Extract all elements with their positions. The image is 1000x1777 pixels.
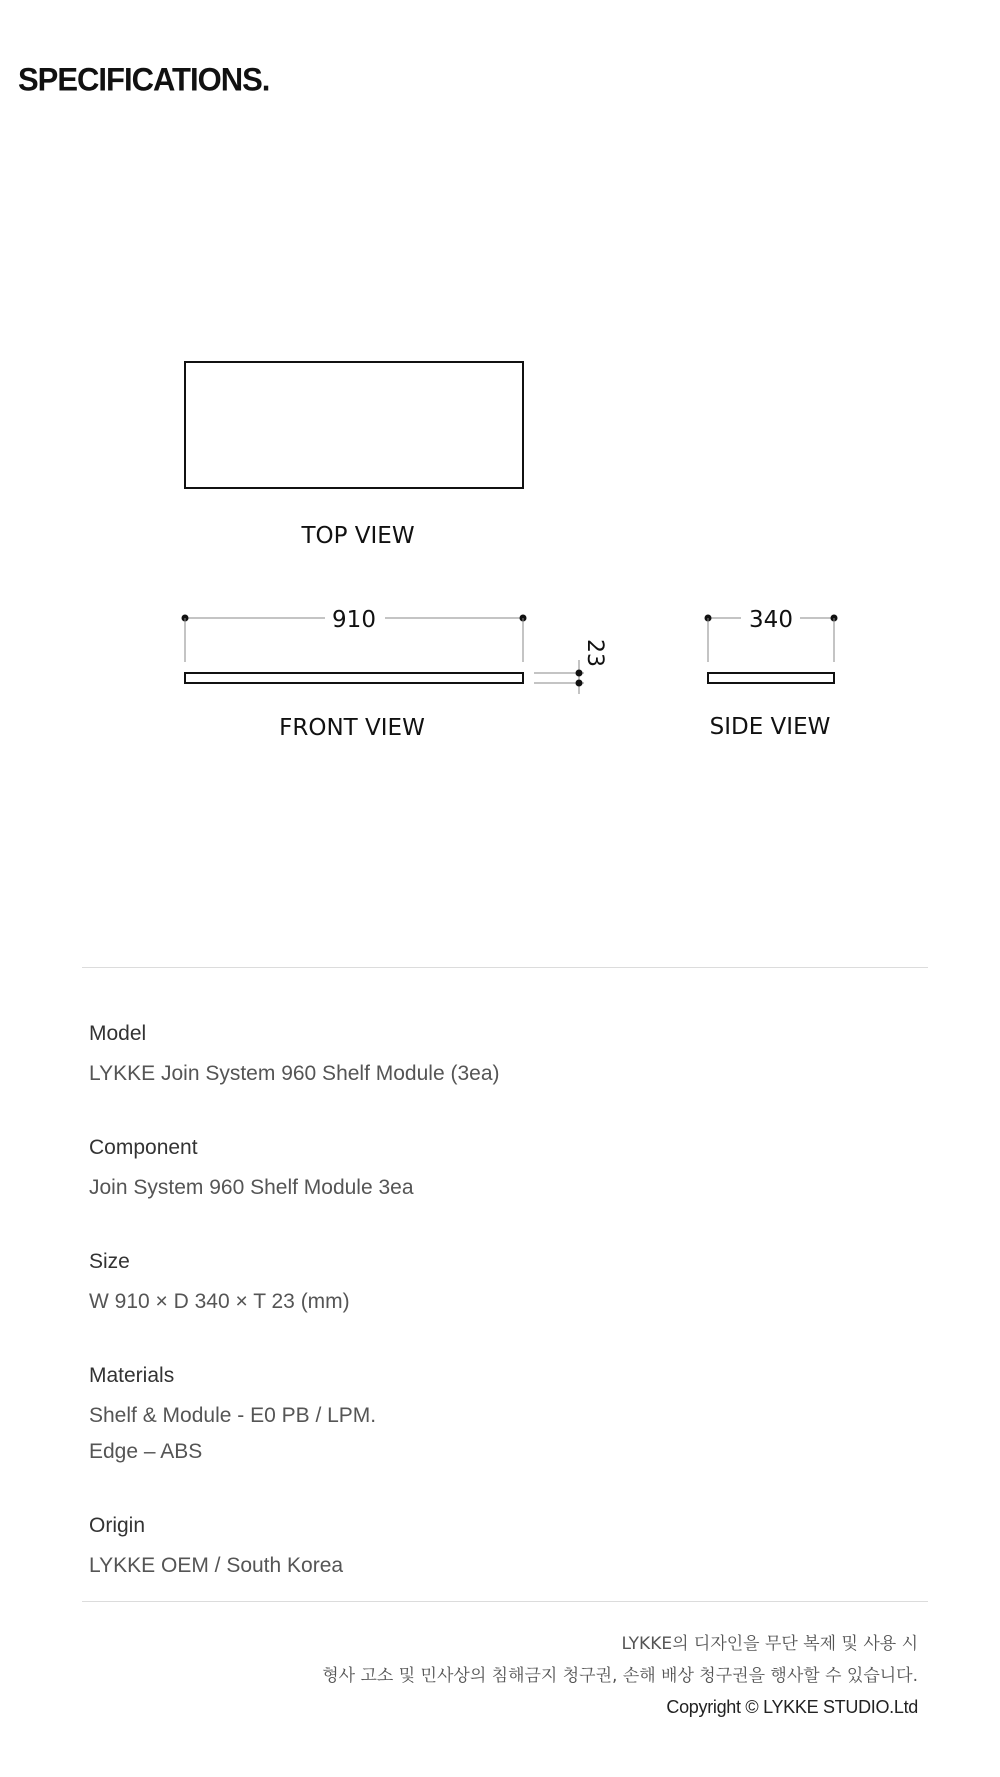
spec-value: LYKKE OEM / South Korea bbox=[89, 1554, 344, 1577]
side-view-outline bbox=[708, 673, 834, 683]
spec-value: W 910 × D 340 × T 23 (mm) bbox=[89, 1290, 350, 1313]
spec-materials bbox=[89, 1362, 889, 1470]
footer-line: LYKKE의 디자인을 무단 복제 및 사용 시 bbox=[621, 1634, 918, 1654]
spec-value: LYKKE Join System 960 Shelf Module (3ea) bbox=[89, 1062, 500, 1085]
spec-value: Edge – ABS bbox=[89, 1440, 203, 1463]
front-thickness-dot-bottom bbox=[576, 680, 583, 687]
spec-label: Component bbox=[89, 1136, 198, 1159]
side-depth-dim: 340 bbox=[749, 607, 793, 633]
front-view-label: FRONT VIEW bbox=[279, 715, 425, 741]
spec-label: Model bbox=[89, 1022, 147, 1045]
divider-top bbox=[82, 967, 928, 968]
top-view-label: TOP VIEW bbox=[301, 523, 415, 549]
divider-bottom bbox=[82, 1601, 928, 1602]
footer-line: 형사 고소 및 민사상의 침해금지 청구권, 손해 배상 청구권을 행사할 수 있습니다. bbox=[322, 1666, 918, 1686]
spec-size bbox=[89, 1248, 889, 1320]
side-view bbox=[705, 607, 838, 740]
spec-value: Shelf & Module - E0 PB / LPM. bbox=[89, 1404, 377, 1427]
front-thickness-dot-top bbox=[576, 670, 583, 677]
spec-value: Join System 960 Shelf Module 3ea bbox=[89, 1176, 414, 1199]
front-width-dim: 910 bbox=[332, 607, 376, 633]
spec-label: Materials bbox=[89, 1364, 175, 1387]
spec-model bbox=[89, 1020, 889, 1092]
front-view-outline bbox=[185, 673, 523, 683]
spec-label: Size bbox=[89, 1250, 130, 1273]
spec-origin bbox=[89, 1512, 889, 1584]
spec-component bbox=[89, 1134, 889, 1206]
page-title: SPECIFICATIONS. bbox=[18, 61, 270, 98]
spec-label: Origin bbox=[89, 1514, 146, 1537]
front-view bbox=[182, 607, 608, 741]
top-view-outline bbox=[185, 362, 523, 488]
front-thickness-dim: 23 bbox=[582, 639, 607, 667]
technical-drawing bbox=[0, 0, 1000, 780]
side-view-label: SIDE VIEW bbox=[709, 714, 831, 740]
copyright-text: Copyright © LYKKE STUDIO.Ltd bbox=[666, 1697, 918, 1717]
spec-list bbox=[89, 1020, 889, 1626]
footer-notice bbox=[322, 1628, 918, 1722]
